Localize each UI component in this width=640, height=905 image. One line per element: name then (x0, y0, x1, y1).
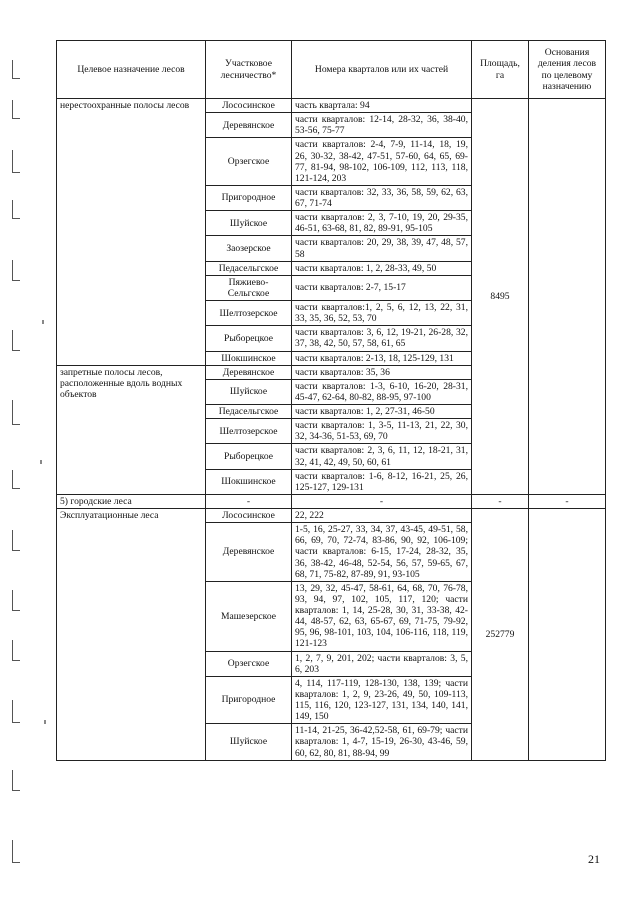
scan-margin-mark (12, 260, 20, 281)
quarters-cell: 1-5, 16, 25-27, 33, 34, 37, 43-45, 49-51, 58, 66, 69, 70, 72-74, 83-86, 90, 92, 106-109; части кварталов: 6-15, 17-24, 28-32, 35, 36, 38-42, 46-48, 52-54, 56, 57, 59-65, 67, 68, 71, 75-82, 87-89, 91, 93-105 (292, 523, 472, 582)
quarters-cell: часть квартала: 94 (292, 99, 472, 113)
quarters-cell: части кварталов:1, 2, 5, 6, 12, 13, 22, 31, 33, 35, 36, 52, 53, 70 (292, 301, 472, 326)
local-forestry-cell: Машезерское (206, 581, 292, 651)
quarters-cell: части кварталов: 2-4, 7-9, 11-14, 18, 19, 26, 30-32, 38-42, 47-51, 57-60, 64, 65, 69-77, 81-94, 98-102, 106-109, 112, 113, 118, 121-124, 203 (292, 138, 472, 186)
header-area: Площадь, га (472, 41, 529, 99)
purpose-cell-city: 5) городские леса (57, 494, 206, 508)
quarters-cell: - (292, 494, 472, 508)
header-basis: Основания деления лесов по целевому назначению (529, 41, 606, 99)
quarters-cell: части кварталов: 2-7, 15-17 (292, 275, 472, 300)
scan-margin-mark (12, 150, 20, 173)
local-forestry-cell: Шокшинское (206, 469, 292, 494)
local-forestry-cell: Пяжиево-Сельгское (206, 275, 292, 300)
table-row (57, 509, 606, 523)
local-forestry-cell: Деревянское (206, 113, 292, 138)
local-forestry-cell: Орзегское (206, 651, 292, 676)
scan-margin-mark (12, 700, 20, 723)
header-purpose: Целевое назначение лесов (57, 41, 206, 99)
local-forestry-cell: Педасельгское (206, 261, 292, 275)
purpose-cell-exploitation: Эксплуатационные леса (57, 509, 206, 761)
local-forestry-cell: Педасельгское (206, 405, 292, 419)
quarters-cell: части кварталов: 20, 29, 38, 39, 47, 48, 57, 58 (292, 236, 472, 261)
local-forestry-cell: Шокшинское (206, 351, 292, 365)
local-forestry-cell: Лососинское (206, 99, 292, 113)
quarters-cell: части кварталов: 3, 6, 12, 19-21, 26-28, 32, 37, 38, 42, 50, 57, 58, 61, 65 (292, 326, 472, 351)
local-forestry-cell: Деревянское (206, 365, 292, 379)
scan-margin-mark (12, 200, 20, 219)
header-local-forestry: Участковое лесничество* (206, 41, 292, 99)
area-cell-protective: 8495 (472, 99, 529, 495)
basis-cell-protective (529, 99, 606, 495)
local-forestry-cell: Шелтозерское (206, 419, 292, 444)
local-forestry-cell: Шуйское (206, 379, 292, 404)
local-forestry-cell: Шелтозерское (206, 301, 292, 326)
scan-speck (42, 320, 44, 324)
scan-speck (40, 460, 42, 464)
purpose-cell: запретные полосы лесов, расположенные вдоль водных объектов (57, 365, 206, 494)
local-forestry-cell: Рыборецкое (206, 326, 292, 351)
local-forestry-cell: Орзегское (206, 138, 292, 186)
quarters-cell: части кварталов: 1, 3-5, 11-13, 21, 22, 30, 32, 34-36, 51-53, 69, 70 (292, 419, 472, 444)
quarters-cell: части кварталов: 32, 33, 36, 58, 59, 62, 63, 67, 71-74 (292, 185, 472, 210)
quarters-cell: 13, 29, 32, 45-47, 58-61, 64, 68, 70, 76-78, 93, 94, 97, 102, 105, 117, 120; части кварталов: 1, 14, 25-28, 30, 31, 33-38, 42-44, 48-57, 62, 63, 65-67, 69, 71-75, 79-92, 95, 96, 98-101, 103, 104, 106-116, 118, 119, 121-123 (292, 581, 472, 651)
scan-margin-mark (12, 60, 20, 79)
scan-margin-mark (12, 530, 20, 551)
scan-margin-mark (12, 640, 20, 661)
purpose-cell: нерестоохранные полосы лесов (57, 99, 206, 366)
quarters-cell: части кварталов: 1-3, 6-10, 16-20, 28-31, 45-47, 62-64, 80-82, 88-95, 97-100 (292, 379, 472, 404)
local-forestry-cell: - (206, 494, 292, 508)
quarters-cell: части кварталов: 35, 36 (292, 365, 472, 379)
quarters-cell: 4, 114, 117-119, 128-130, 138, 139; части кварталов: 1, 2, 9, 23-26, 49, 50, 109-113, 115, 116, 120, 123-127, 131, 134, 140, 141, 149, 150 (292, 676, 472, 724)
quarters-cell: части кварталов: 1, 2, 28-33, 49, 50 (292, 261, 472, 275)
area-cell: - (472, 494, 529, 508)
quarters-cell: 1, 2, 7, 9, 201, 202; части кварталов: 3, 5, 6, 203 (292, 651, 472, 676)
forest-purpose-table (56, 40, 606, 761)
local-forestry-cell: Заозерское (206, 236, 292, 261)
header-quarters: Номера кварталов или их частей (292, 41, 472, 99)
local-forestry-cell: Пригородное (206, 676, 292, 724)
quarters-cell: 22, 222 (292, 509, 472, 523)
table-row (57, 99, 606, 113)
basis-cell: - (529, 494, 606, 508)
quarters-cell: части кварталов: 1, 2, 27-31, 46-50 (292, 405, 472, 419)
local-forestry-cell: Лососинское (206, 509, 292, 523)
scan-margin-mark (12, 770, 20, 791)
quarters-cell: части кварталов: 12-14, 28-32, 36, 38-40, 53-56, 75-77 (292, 113, 472, 138)
page-number: 21 (588, 852, 600, 866)
quarters-cell: части кварталов: 2, 3, 7-10, 19, 20, 29-35, 46-51, 63-68, 81, 82, 89-91, 95-105 (292, 211, 472, 236)
scan-margin-mark (12, 100, 20, 119)
quarters-cell: части кварталов: 2-13, 18, 125-129, 131 (292, 351, 472, 365)
scan-margin-mark (12, 470, 20, 489)
table-header-row (57, 41, 606, 99)
area-cell-exploitation: 252779 (472, 509, 529, 761)
scan-margin-mark (12, 330, 20, 351)
scan-margin-mark (12, 840, 20, 863)
local-forestry-cell: Шуйское (206, 211, 292, 236)
local-forestry-cell: Пригородное (206, 185, 292, 210)
table-row (57, 494, 606, 508)
local-forestry-cell: Деревянское (206, 523, 292, 582)
scan-speck (44, 720, 46, 724)
basis-cell-exploitation (529, 509, 606, 761)
local-forestry-cell: Шуйское (206, 724, 292, 760)
local-forestry-cell: Рыборецкое (206, 444, 292, 469)
scan-margin-mark (12, 400, 20, 425)
quarters-cell: части кварталов: 1-6, 8-12, 16-21, 25, 26, 125-127, 129-131 (292, 469, 472, 494)
quarters-cell: части кварталов: 2, 3, 6, 11, 12, 18-21, 31, 32, 41, 42, 49, 50, 60, 61 (292, 444, 472, 469)
scan-margin-mark (12, 590, 20, 611)
quarters-cell: 11-14, 21-25, 36-42,52-58, 61, 69-79; части кварталов: 1, 4-7, 15-19, 26-30, 43-46, 59, 60, 62, 80, 81, 88-94, 99 (292, 724, 472, 760)
